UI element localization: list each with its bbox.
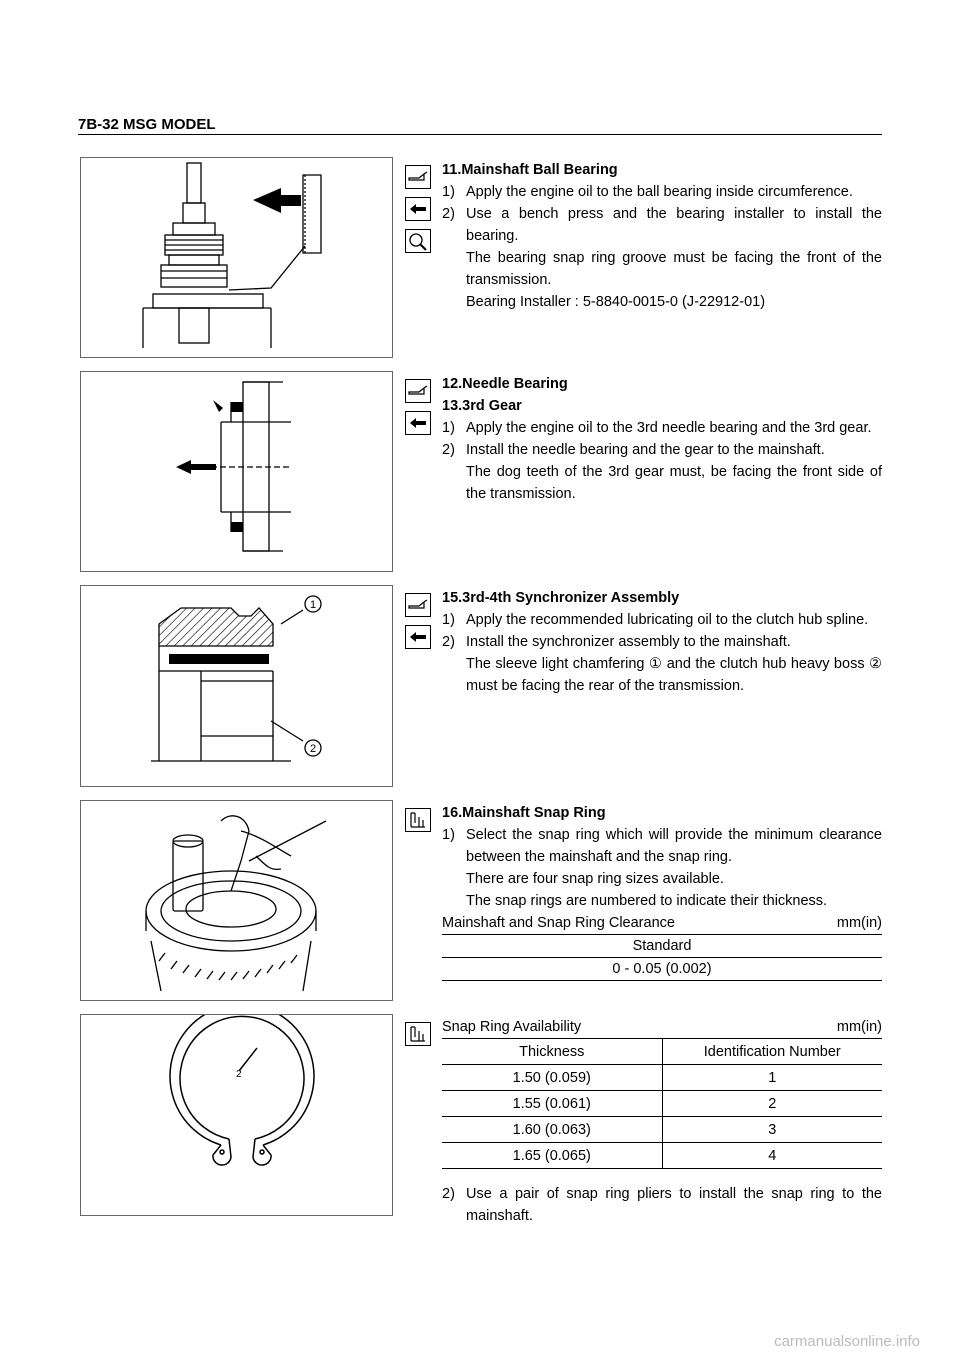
third-gear-illustration [81, 372, 392, 571]
availability-header [442, 1016, 882, 1039]
step-number: 1) [442, 420, 455, 436]
step-text: Install the needle bearing and the gear to the mainshaft. [466, 442, 825, 458]
spec-header [442, 912, 882, 935]
icon-column [405, 165, 431, 261]
availability-label: Snap Ring Availability [442, 1019, 582, 1035]
install-arrow-icon [405, 625, 431, 649]
figure-3rd-gear [80, 371, 393, 572]
oil-can-icon [405, 379, 431, 403]
icon-column [405, 808, 431, 840]
section-title: 16.Mainshaft Snap Ring [442, 805, 606, 821]
note-text: The sleeve light chamfering ① and the clutch hub heavy boss ② must be facing the rear of the transmission. [466, 656, 882, 694]
table-row [442, 1091, 882, 1117]
ball-bearing-text [442, 159, 882, 313]
step-number: 2) [442, 442, 455, 458]
thickness-cell: 1.60 (0.063) [442, 1117, 662, 1143]
step-text: Apply the recommended lubricating oil to the clutch hub spline. [466, 612, 869, 628]
thickness-cell: 1.50 (0.059) [442, 1065, 662, 1091]
oil-can-icon [405, 165, 431, 189]
table-header-row [442, 1039, 882, 1065]
callout-2: 2 [309, 743, 317, 755]
table-row [442, 1065, 882, 1091]
section-needle-bearing [80, 371, 882, 571]
thickness-cell: 1.65 (0.065) [442, 1143, 662, 1169]
step-item [442, 631, 882, 653]
step-text: Apply the engine oil to the 3rd needle bearing and the 3rd gear. [466, 420, 872, 436]
step-item [442, 417, 882, 439]
section-snap-ring-availability [80, 1014, 882, 1224]
step-item [442, 203, 882, 247]
availability-unit: mm(in) [836, 1019, 882, 1035]
installer-note: Bearing Installer : 5-8840-0015-0 (J-22912-01) [466, 294, 766, 310]
step-text: Use a pair of snap ring pliers to install the snap ring to the mainshaft. [466, 1186, 882, 1224]
figure-snap-ring-install [80, 800, 393, 1001]
spec-value: 0 - 0.05 (0.002) [442, 958, 882, 981]
measure-gauge-icon [405, 808, 431, 832]
section-title: 12.Needle Bearing [442, 376, 568, 392]
install-arrow-icon [405, 411, 431, 435]
page-header: 7B-32 MSG MODEL [78, 116, 882, 135]
step-text: Use a bench press and the bearing installer to install the bearing. [466, 206, 882, 244]
ring-id-mark: 2 [236, 1069, 242, 1080]
section-title: 11.Mainshaft Ball Bearing [442, 162, 618, 178]
step-text: Select the snap ring which will provide the minimum clearance between the mainshaft and the snap ring. [466, 827, 882, 865]
icon-column [405, 379, 431, 443]
table-row [442, 1117, 882, 1143]
note-text: The snap rings are numbered to indicate their thickness. [466, 893, 828, 909]
snap-ring-text [442, 802, 882, 981]
ball-bearing-illustration [81, 158, 392, 357]
step-item [442, 181, 882, 203]
section-snap-ring [80, 800, 882, 1000]
section-title: 15.3rd-4th Synchronizer Assembly [442, 590, 680, 606]
step-item [442, 439, 882, 461]
spec-column-header: Standard [442, 935, 882, 958]
install-arrow-icon [405, 197, 431, 221]
spec-unit: mm(in) [836, 915, 882, 931]
inspect-magnifier-icon [405, 229, 431, 253]
icon-column [405, 593, 431, 657]
col-thickness: Thickness [442, 1039, 662, 1065]
note-text: There are four snap ring sizes available. [466, 871, 724, 887]
needle-bearing-text [442, 373, 882, 505]
step-item [442, 609, 882, 631]
step-item [442, 1183, 882, 1227]
section-synchronizer [80, 585, 882, 786]
oil-can-icon [405, 593, 431, 617]
step-number: 2) [442, 206, 455, 222]
id-cell: 4 [662, 1143, 882, 1169]
figure-synchronizer [80, 585, 393, 787]
step-number: 2) [442, 634, 455, 650]
step-text: Install the synchronizer assembly to the mainshaft. [466, 634, 791, 650]
synchronizer-text [442, 587, 882, 697]
note-text: The dog teeth of the 3rd gear must, be facing the front side of the transmission. [466, 464, 882, 502]
id-cell: 1 [662, 1065, 882, 1091]
figure-snap-ring [80, 1014, 393, 1216]
snap-ring-illustration [81, 1015, 392, 1215]
availability-table [442, 1039, 882, 1169]
step-text: Apply the engine oil to the ball bearing inside circumference. [466, 184, 853, 200]
section-title: 13.3rd Gear [442, 398, 522, 414]
step-number: 2) [442, 1186, 455, 1202]
section-ball-bearing [80, 157, 882, 357]
id-cell: 3 [662, 1117, 882, 1143]
icon-column [405, 1022, 431, 1054]
watermark: carmanualsonline.info [774, 1333, 920, 1350]
measure-gauge-icon [405, 1022, 431, 1046]
thickness-cell: 1.55 (0.061) [442, 1091, 662, 1117]
note-text: The bearing snap ring groove must be facing the front of the transmission. [466, 250, 882, 288]
step-number: 1) [442, 612, 455, 628]
callout-1: 1 [309, 599, 317, 611]
step-number: 1) [442, 184, 455, 200]
col-identification: Identification Number [662, 1039, 882, 1065]
availability-text [442, 1016, 882, 1227]
snap-ring-install-illustration [81, 801, 392, 1000]
figure-ball-bearing [80, 157, 393, 358]
id-cell: 2 [662, 1091, 882, 1117]
spec-label: Mainshaft and Snap Ring Clearance [442, 915, 675, 931]
step-item [442, 824, 882, 868]
step-number: 1) [442, 827, 455, 843]
table-row [442, 1143, 882, 1169]
synchronizer-illustration [81, 586, 392, 786]
